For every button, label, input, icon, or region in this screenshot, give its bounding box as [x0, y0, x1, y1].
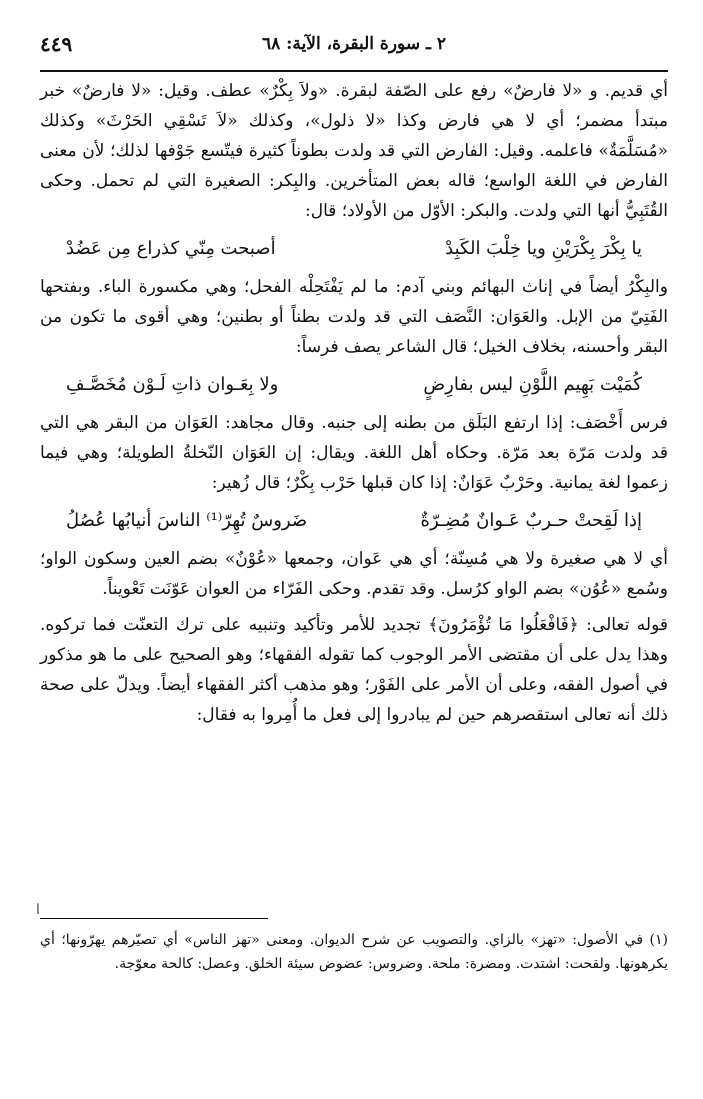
paragraph: أي لا هي صغيرة ولا هي مُسِنّة؛ أي هي عَوان، وجمعها «عُوْنٌ» بضم العين وسكون الواو؛ وسُمع «عُوُن» بضم الواو كرُسل. وقد تقدم. وحكى الفَرّاء من العوان عَوّنَت تَعْويناً.	[40, 549, 668, 599]
footnote: (١) في الأصول: «تهز» بالزاي. والتصويب عن شرح الديوان. ومعنى «تهز الناس» أي تصيّرهم يهرّونها؛ أي يكرهونها. ولقحت: اشتدت. ومضرة: ملحة. وضروس: عضوض سيئة الخلق. وعصل: كالحة معوّجة.	[40, 932, 668, 972]
paragraph: والبِكْرُ أيضاً في إناث البهائم وبني آدم: ما لم يَفْتَحِلْه الفحل؛ وهي مكسورة الباء. وبفتحها الفَتِيّ من الإبل. والعَوَان: النَّصَف التي قد ولدت بطناً أو بطنين؛ وهي أقوى ما تكون من البقر وأحسنه، بخلاف الخيل؛ قال الشاعر يصف فرساً:	[40, 277, 668, 357]
margin-mark: ا	[36, 902, 40, 918]
verse-hemistich-right: كُمَيْت بَهِيم اللَّوْنِ ليس بفارِضٍ	[423, 374, 642, 395]
page-header	[40, 28, 668, 68]
page-number: ٤٤٩	[40, 32, 73, 56]
page	[40, 28, 668, 725]
verse-hemistich-right: إذا لَقِحتْ حـربٌ عَـوانٌ مُضِـرّةٌ	[420, 510, 642, 531]
header-rule	[40, 70, 668, 72]
verse-line	[66, 370, 642, 400]
page-title: ٢ ـ سورة البقرة، الآية: ٦٨	[261, 34, 447, 54]
paragraph: فرس أَخْصَف: إذا ارتفع البَلَق من بطنه إلى جنبه. وقال مجاهد: العَوَان من البقر هي التي قد ولدت مَرّة بعد مَرّة. وحكاه أهل اللغة. ويقال: إن العَوَان النّخلةُ الطويلة؛ وهي فيما زعموا لغة يمانية. وحَرْبٌ عَوَانٌ: إذا كان قبلها حَرْب بِكْرٌ؛ قال زُهير:	[40, 413, 668, 493]
verse-line	[66, 506, 642, 536]
verse-hemistich-left: ولا بِعَـوان ذاتِ لَـوْن مُخَصَّـفِ	[66, 374, 279, 395]
paragraph: قوله تعالى: ﴿فَافْعَلُوا مَا تُؤْمَرُونَ﴾ تجديد للأمر وتأكيد وتنبيه على ترك التعنّت فما تركوه. وهذا يدل على أن مقتضى الأمر الوجوب كما تقوله الفقهاء؛ وهو الصحيح على ما هو مذكور في أصول الفقه، وعلى أن الأمر على الفَوْر؛ وهو مذهب أكثر الفقهاء أيضاً. ويدلّ على صحة ذلك أنه تعالى استقصرهم حين لم يبادروا إلى فعل ما أُمِروا به فقال:	[40, 615, 668, 725]
verse-hemistich-right: يا بِكْرَ بِكْرَيْنِ ويا خِلْبَ الكَبِدْ	[445, 238, 642, 259]
paragraph: أي قديم. و «لا فارضٌ» رفع على الصّفة لبقرة. «ولاَ بِكْرٌ» عطف. وقيل: «لا فارضٌ» خبر مبتدأ مضمر؛ أي لا هي فارض وكذا «لا ذلول»، وكذلك «لاَ تَسْقِي الحَرْثَ» وكذلك «مُسَلَّمَةٌ» فاعلمه. وقيل: الفارض التي قد ولدت بطوناً كثيرة فيتّسع جَوْفها لذلك؛ لأن معنى الفارض في اللغة الواسع؛ قاله بعض المتأخرين. والبِكر: الصغيرة التي لم تحمل. وحكى القُتَبِيُّ أنها التي ولدت. والبكر: الأوّل من الأولاد؛ قال:	[40, 81, 668, 221]
verse-line	[66, 234, 642, 264]
verse-hemistich-left: ضَروسٌ تُهِرّ⁽¹⁾ الناسَ أنيابُها عُصُلُ	[66, 510, 308, 531]
footnote-rule	[40, 918, 268, 919]
verse-hemistich-left: أصبحت مِنّي كذراع مِن عَضُدْ	[66, 238, 276, 259]
main-text	[40, 76, 668, 730]
